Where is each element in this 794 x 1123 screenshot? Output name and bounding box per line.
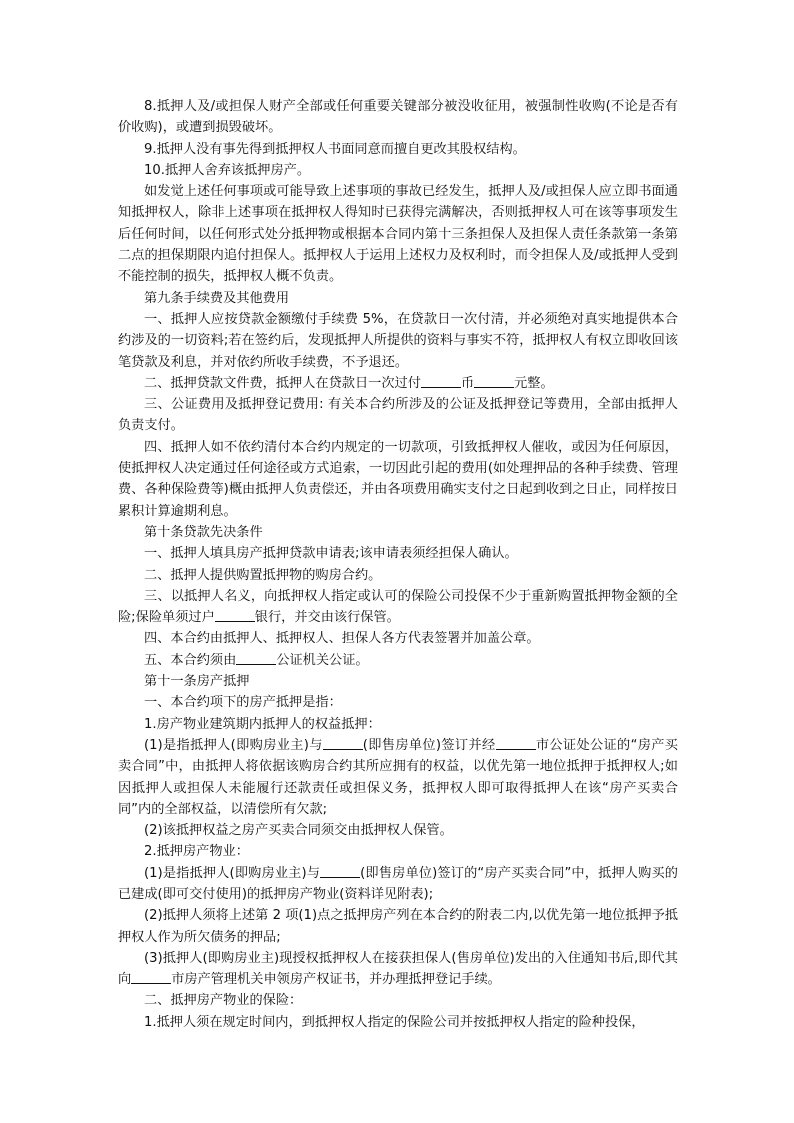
article-11-section-2-item-1: 1.抵押人须在规定时间内，到抵押权人指定的保险公司并按抵押权人指定的险种投保， bbox=[144, 1014, 645, 1030]
paragraph-8: 8.抵押人及/或担保人财产全部或任何重要关键部分被没收征用，被强制性收购(不论是否有价收购)，或遭到损毁破坏。 bbox=[118, 99, 678, 136]
article-11-section-1: 一、本合约项下的房产抵押是指： bbox=[144, 695, 342, 711]
article-11-sub-1-1: (1)是指抵押人(即购房业主)与 (即售房单位)签订并经 市公证处公证的“房产买卖合同”中，由抵押人将依据该购房合约其所应拥有的权益，以优先第一地位抵押于抵押权人;如因抵押人或担保人未能履行还款责任或担保义务，抵押权人即可取得抵押人在该“房产买卖合同”内的全部权益，以清偿所有欠款; bbox=[118, 735, 678, 820]
article-10-item-1: 一、抵押人填具房产抵押贷款申请表;该申请表须经担保人确认。 bbox=[144, 546, 518, 562]
article-11-sub-2: 2.抵押房产物业： bbox=[144, 844, 249, 860]
article-10-item-5: 五、本合约须由 公证机关公证。 bbox=[118, 650, 678, 671]
article-9-item-1: 一、抵押人应按贷款金额缴付手续费 5%，在贷款日一次付清，并必须绝对真实地提供本合约涉及的一切资料;若在签约后，发现抵押人所提供的资料与事实不符，抵押权人有权立即收回该笔贷款及利息，并对依约所收手续费，不予退还。 bbox=[118, 311, 678, 370]
paragraph-9: 9.抵押人没有事先得到抵押权人书面同意而擅自更改其股权结构。 bbox=[144, 141, 526, 157]
article-11-sub-2-1: (1)是指抵押人(即购房业主)与 (即售房单位)签订的“房产买卖合同”中，抵押人购买的已建成(即可交付使用)的抵押房产物业(资料详见附表); bbox=[118, 863, 678, 906]
article-10-item-4: 四、本合约由抵押人、抵押权人、担保人各方代表签署并加盖公章。 bbox=[144, 631, 540, 647]
article-9-item-3: 三、公证费用及抵押登记费用: 有关本合约所涉及的公证及抵押登记等费用，全部由抵押人负责支付。 bbox=[118, 397, 678, 434]
paragraph-notice: 如发觉上述任何事项或可能导致上述事项的事故已经发生，抵押人及/或担保人应立即书面通知抵押权人，除非上述事项在抵押权人得知时已获得完满解决，否则抵押权人可在该等事项发生后任何时间，以任何形式处分抵押物或根据本合同内第十三条担保人及担保人责任条款第一条第二点的担保期限内追付担保人。抵押权人于运用上述权力及权利时，而令担保人及/或抵押人受到不能控制的损失，抵押权人概不负责。 bbox=[118, 184, 678, 285]
article-11-heading: 第十一条房产抵押 bbox=[144, 674, 250, 690]
document-page bbox=[118, 96, 678, 1033]
article-9-item-2: 二、抵押贷款文件费，抵押人在贷款日一次过付 币 元整。 bbox=[118, 373, 678, 394]
article-9-item-4: 四、抵押人如不依约清付本合约内规定的一切款项，引致抵押权人催收，或因为任何原因，使抵押权人决定通过任何途径或方式追索，一切因此引起的费用(如处理押品的各种手续费、管理费、各种保险费等)概由抵押人负责偿还，并由各项费用确实支付之日起到收到之日止，同样按日累积计算逾期利息。 bbox=[118, 439, 678, 519]
article-10-heading: 第十条贷款先决条件 bbox=[144, 524, 263, 540]
article-11-sub-2-2: (2)抵押人须将上述第 2 项(1)点之抵押房产列在本合约的附表二内,以优先第一地位抵押予抵押权人作为所欠债务的押品; bbox=[118, 908, 678, 945]
article-9-heading: 第九条手续费及其他费用 bbox=[144, 290, 290, 306]
article-11-section-2: 二、抵押房产物业的保险： bbox=[144, 993, 303, 1009]
article-10-item-3: 三、以抵押人名义，向抵押权人指定或认可的保险公司投保不少于重新购置抵押物金额的全险;保险单须过户 银行，并交由该行保管。 bbox=[118, 588, 678, 626]
article-11-sub-1-2: (2)该抵押权益之房产买卖合同须交由抵押权人保管。 bbox=[144, 823, 453, 839]
paragraph-10: 10.抵押人舍弃该抵押房产。 bbox=[144, 162, 311, 178]
article-11-sub-2-3: (3)抵押人(即购房业主)现授权抵押权人在接获担保人(售房单位)发出的入住通知书后,即代其向 市房产管理机关申领房产权证书，并办理抵押登记手续。 bbox=[118, 950, 678, 988]
article-10-item-2: 二、抵押人提供购置抵押物的购房合约。 bbox=[144, 567, 382, 583]
article-11-sub-1: 1.房产物业建筑期内抵押人的权益抵押： bbox=[144, 716, 381, 732]
